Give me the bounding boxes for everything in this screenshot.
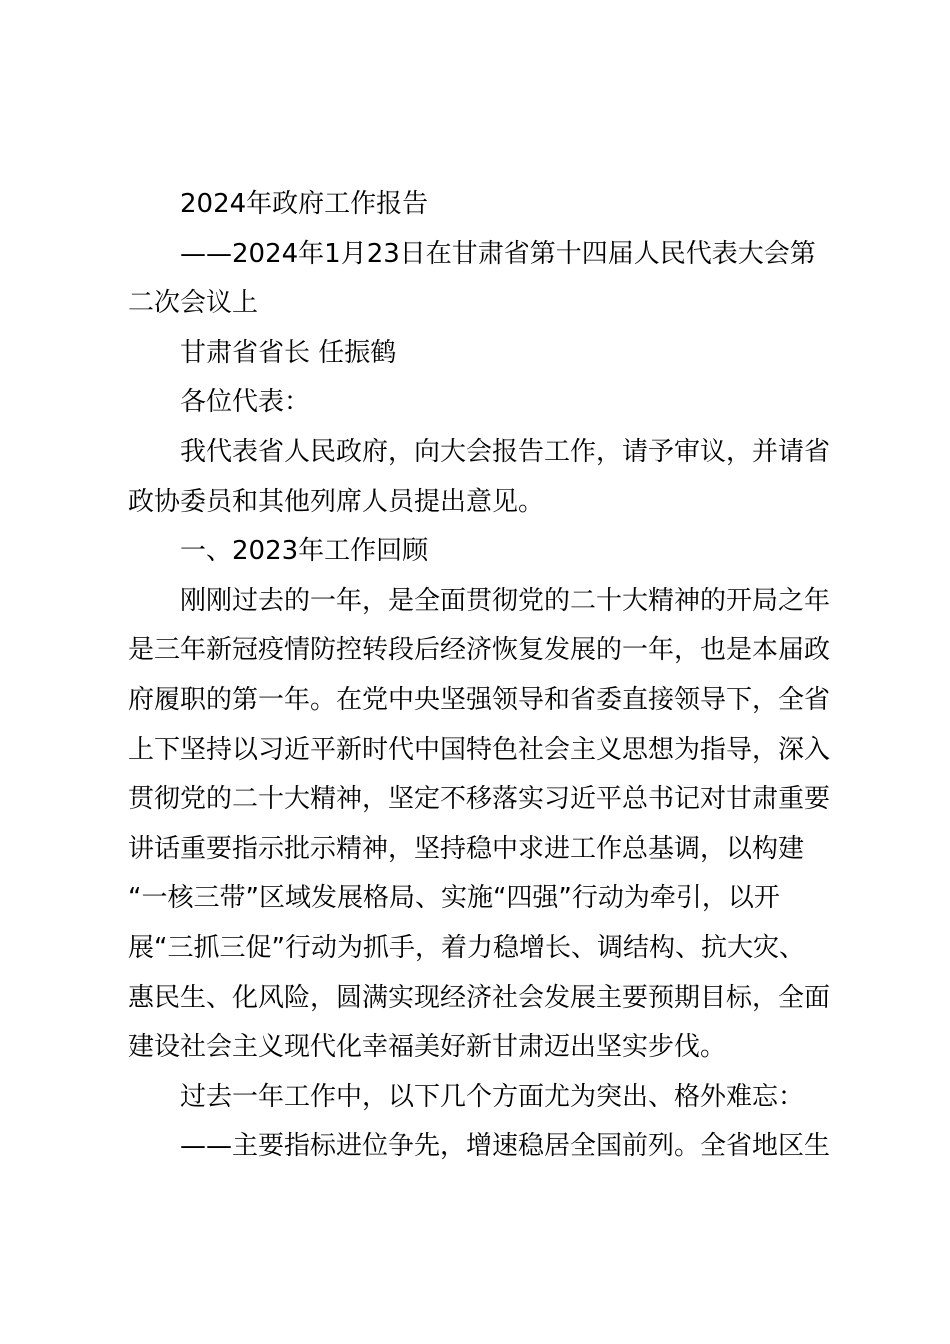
paragraph2-line: 过去一年工作中，以下几个方面尤为突出、格外难忘： <box>180 1081 805 1112</box>
paragraph1-line-2: 是三年新冠疫情防控转段后经济恢复发展的一年，也是本届政 <box>128 635 831 666</box>
subtitle-line-1: ——2024年1月23日在甘肃省第十四届人民代表大会第 <box>180 238 816 269</box>
document-body <box>128 180 838 1172</box>
paragraph1-line-10: 建设社会主义现代化幸福美好新甘肃迈出坚实步伐。 <box>128 1032 727 1063</box>
intro-line-1: 我代表省人民政府，向大会报告工作，请予审议，并请省 <box>180 436 831 467</box>
paragraph1-line-8: 展“三抓三促”行动为抓手，着力稳增长、调结构、抗大灾、 <box>128 932 805 963</box>
section-heading: 一、2023年工作回顾 <box>180 536 429 567</box>
document-title: 2024年政府工作报告 <box>180 189 429 219</box>
paragraph1-line-6: 讲话重要指示批示精神，坚持稳中求进工作总基调，以构建 <box>128 833 805 864</box>
subtitle-line-2: 二次会议上 <box>128 288 259 319</box>
salutation: 各位代表： <box>180 387 311 418</box>
paragraph1-line-7: “一核三带”区域发展格局、实施“四强”行动为牵引，以开 <box>128 883 780 914</box>
paragraph1-line-1: 刚刚过去的一年，是全面贯彻党的二十大精神的开局之年 <box>180 585 831 616</box>
author-line: 甘肃省省长 任振鹤 <box>180 337 397 368</box>
intro-line-2: 政协委员和其他列席人员提出意见。 <box>128 486 545 517</box>
paragraph1-line-9: 惠民生、化风险，圆满实现经济社会发展主要预期目标，全面 <box>128 982 831 1013</box>
paragraph1-line-3: 府履职的第一年。在党中央坚强领导和省委直接领导下，全省 <box>128 684 831 715</box>
paragraph1-line-4: 上下坚持以习近平新时代中国特色社会主义思想为指导，深入 <box>128 734 831 765</box>
paragraph3-line: ——主要指标进位争先，增速稳居全国前列。全省地区生 <box>180 1131 831 1162</box>
paragraph1-line-5: 贯彻党的二十大精神，坚定不移落实习近平总书记对甘肃重要 <box>128 784 831 815</box>
